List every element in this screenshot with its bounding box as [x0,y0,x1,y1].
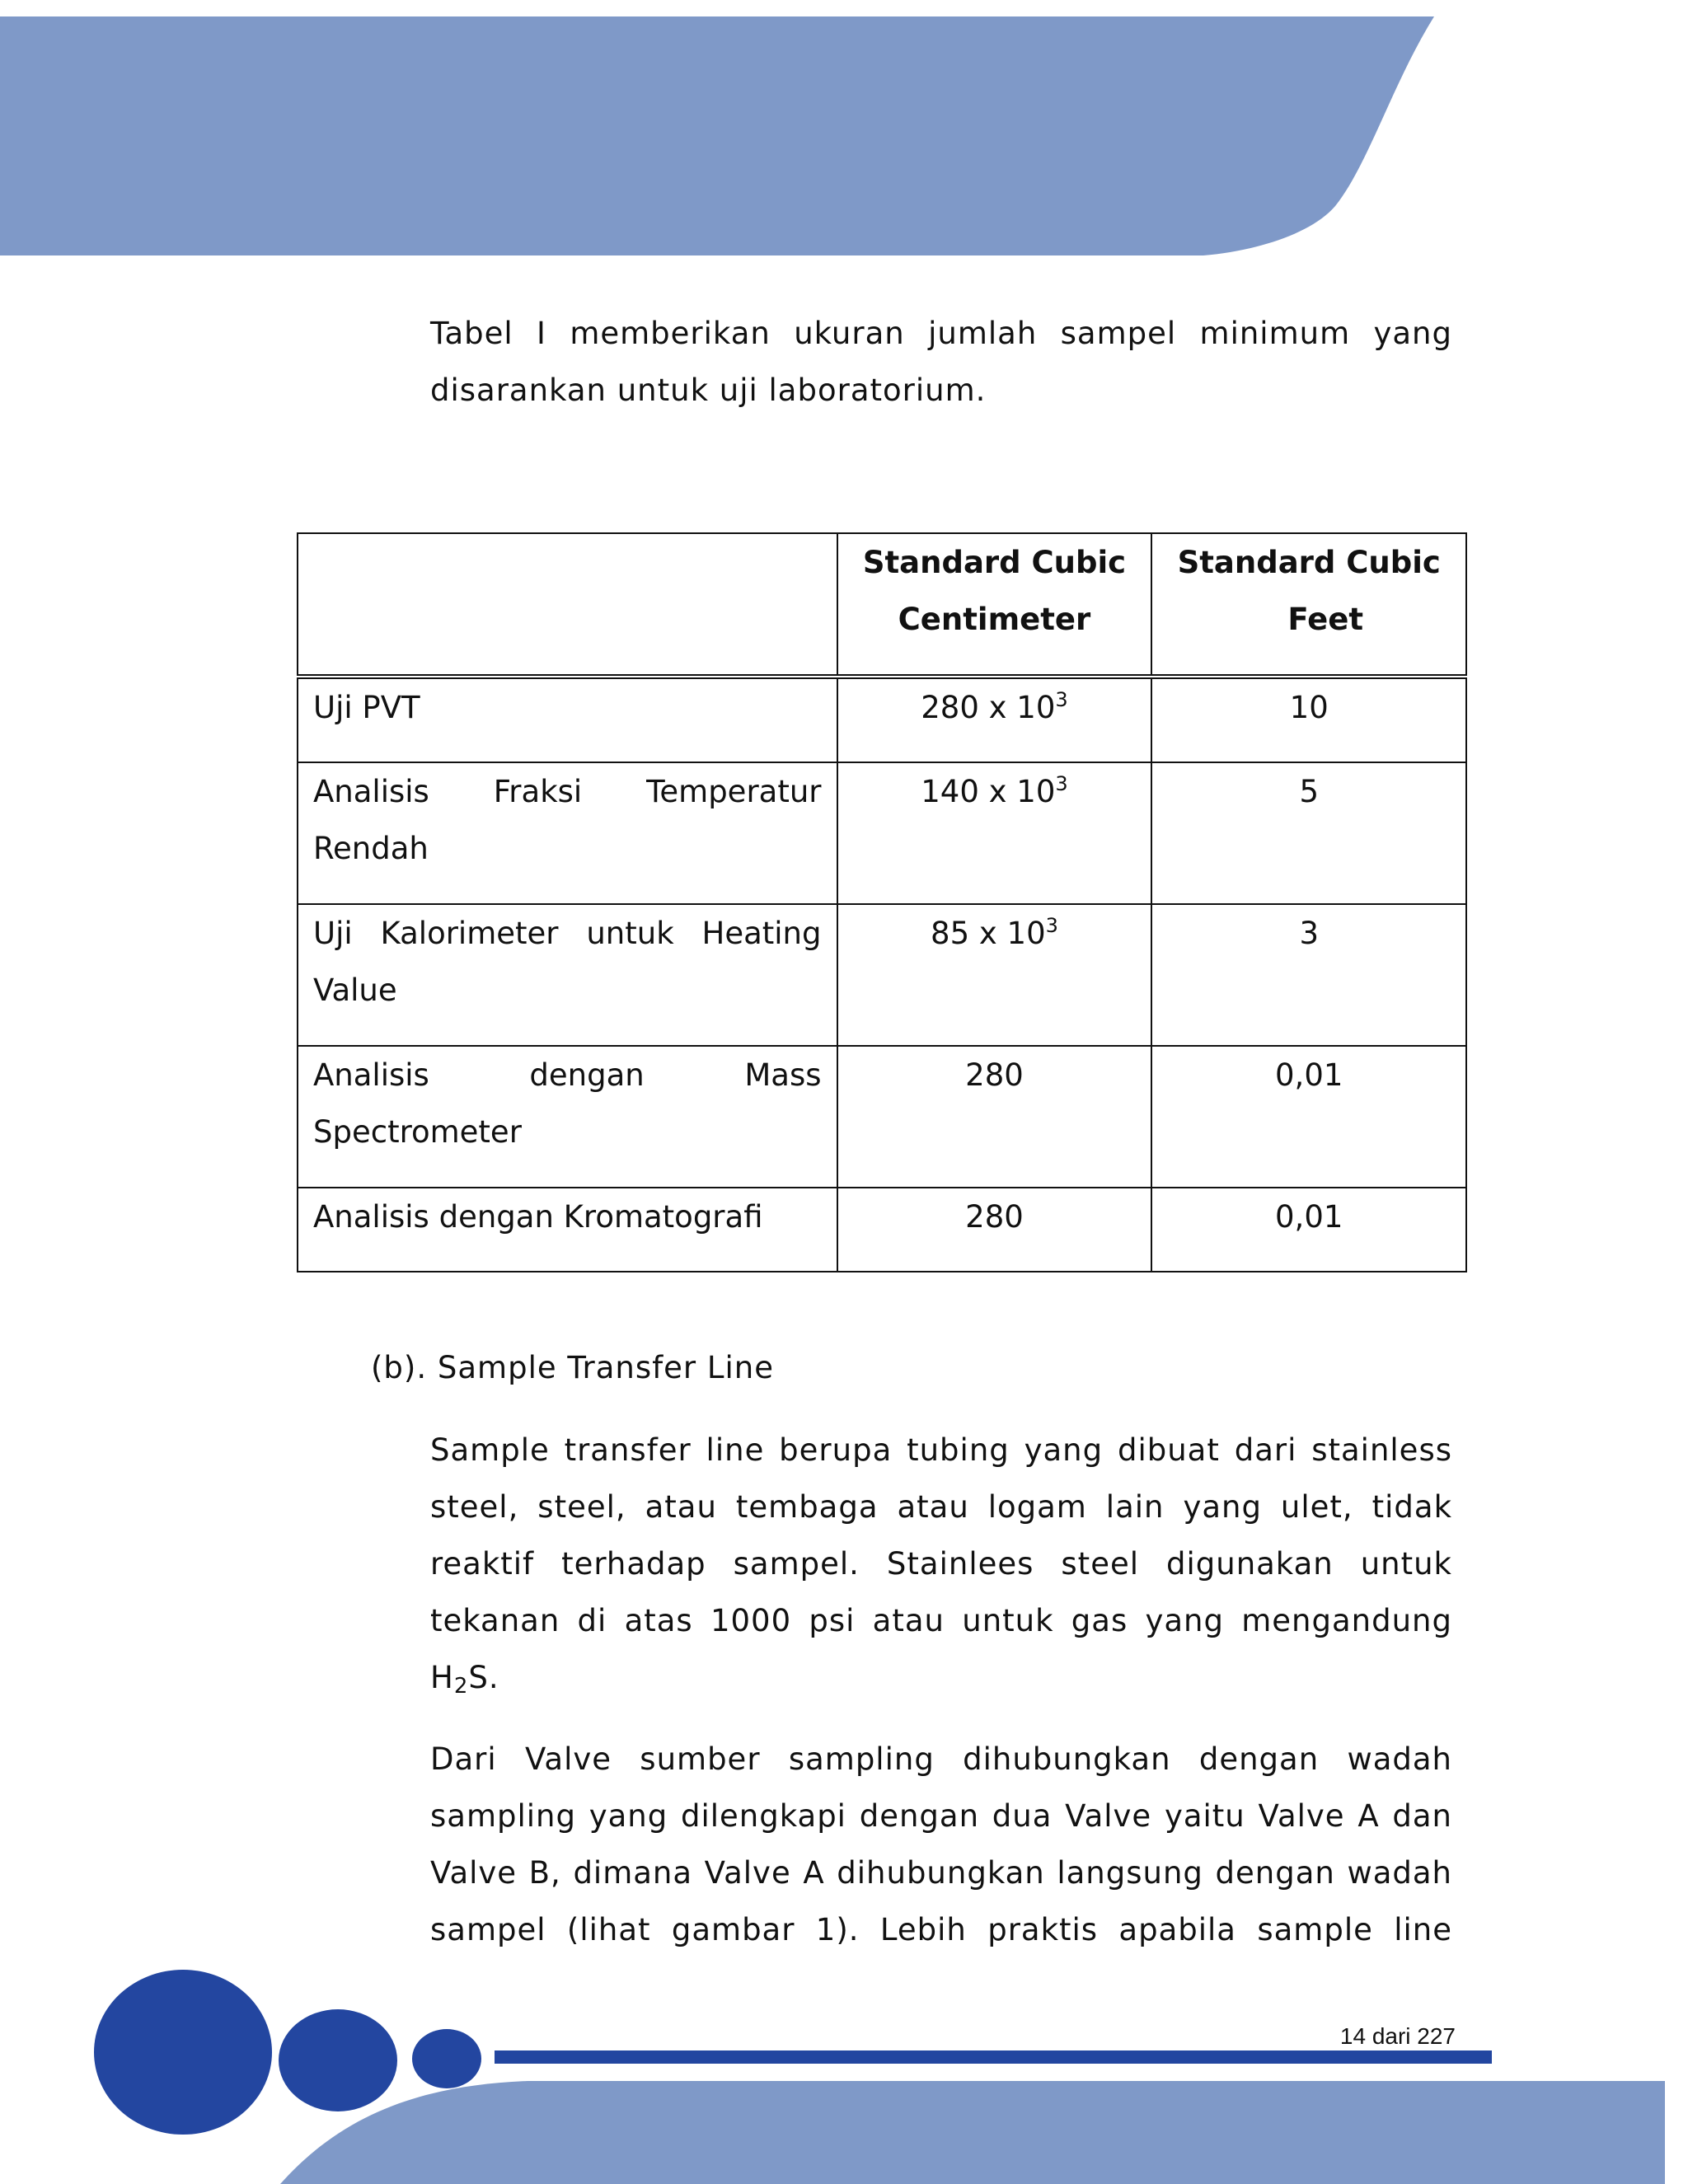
table-row [298,904,1466,1046]
para2-line3: Valve B, dimana Valve A dihubungkan langsung dengan wadah [430,1855,1452,1891]
table-row [298,1188,1466,1272]
row-scc [837,904,1152,1046]
row-scc [837,762,1152,904]
header-scc-line2: Centimeter [898,602,1091,637]
row-label [298,762,837,904]
row-scf: 0,01 [1151,1188,1466,1272]
footer-large-circle [94,1970,272,2135]
scc-exponent: 3 [1055,772,1068,795]
row-label [298,904,837,1046]
para1-line3: reaktif terhadap sampel. Stainlees steel digunakan untuk [430,1546,1452,1582]
row-scf: 5 [1151,762,1466,904]
para1-line2: steel, steel, atau tembaga atau logam lain yang ulet, tidak [430,1489,1452,1525]
valve-paragraph [430,1731,1452,1958]
scc-base: 140 x 10 [921,774,1056,809]
header-scf-line2: Feet [1287,602,1364,637]
table-header-row [298,533,1466,677]
row-scc [837,677,1152,762]
sample-size-table [297,532,1467,1272]
row-scf: 10 [1151,677,1466,762]
scc-base: 280 x 10 [921,690,1056,725]
row-scc: 280 [837,1046,1152,1188]
para2-line1: Dari Valve sumber sampling dihubungkan dengan wadah [430,1741,1452,1777]
intro-line-1: Tabel I memberikan ukuran jumlah sampel minimum yang [430,316,1452,351]
footer-small-circle [412,2029,481,2088]
table-header-scf [1151,533,1466,677]
row-scf: 0,01 [1151,1046,1466,1188]
para1-line4: tekanan di atas 1000 psi atau untuk gas yang mengandung [430,1603,1452,1638]
scc-exponent: 3 [1045,914,1058,937]
para2-line2: sampling yang dilengkapi dengan dua Valve yaitu Valve A dan [430,1798,1452,1834]
h2s-s: S. [468,1660,499,1695]
footer-rule [495,2050,1492,2064]
row-scf: 3 [1151,904,1466,1046]
row-label-line1: Analisis dengan Mass [313,1057,822,1093]
row-scc: 280 [837,1188,1152,1272]
row-label: Analisis dengan Kromatografi [298,1188,837,1272]
transfer-line-paragraph [430,1422,1452,1706]
para1-line1: Sample transfer line berupa tubing yang dibuat dari stainless [430,1432,1452,1468]
header-scc-line1: Standard Cubic [862,545,1127,580]
para2-line4: sampel (lihat gambar 1). Lebih praktis apabila sample line [430,1912,1452,1947]
intro-line-2: disarankan untuk uji laboratorium. [430,373,987,408]
scc-base: 85 x 10 [931,916,1046,951]
table-header-scc [837,533,1152,677]
row-label: Uji PVT [298,677,837,762]
table-row [298,677,1466,762]
intro-paragraph [430,305,1452,419]
table-row [298,762,1466,904]
scc-exponent: 3 [1055,688,1068,711]
row-label-line1: Uji Kalorimeter untuk Heating [313,916,822,951]
row-label-line2: Spectrometer [313,1114,522,1150]
table-header-empty [298,533,837,677]
para1-line5 [430,1649,1452,1706]
table-row [298,1046,1466,1188]
h2s-h: H [430,1660,454,1695]
h2s-subscript: 2 [453,1674,469,1699]
header-scf-line1: Standard Cubic [1177,545,1441,580]
footer-light-band [280,2081,1665,2184]
row-label-line2: Rendah [313,831,429,866]
page-number: 14 dari 227 [1339,2023,1456,2049]
row-label-line2: Value [313,972,397,1008]
row-label [298,1046,837,1188]
footer-decoration [0,1961,1688,2184]
row-label-line1: Analisis Fraksi Temperatur [313,774,822,809]
footer-medium-circle [279,2009,397,2111]
section-heading: (b). Sample Transfer Line [371,1350,775,1385]
header-banner [0,0,1688,264]
